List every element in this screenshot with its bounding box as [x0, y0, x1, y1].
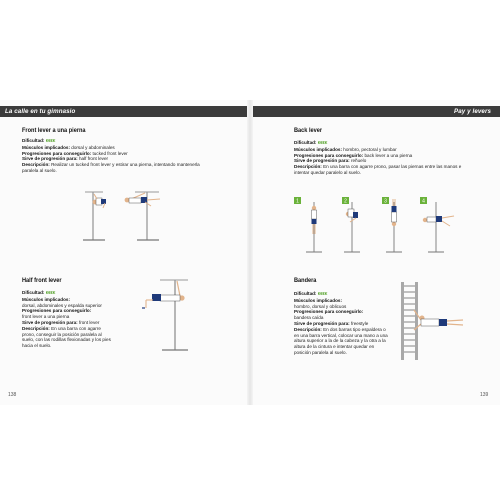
book-gutter [247, 100, 253, 405]
step-number-1: 1 [296, 198, 299, 205]
description-label: Descripción: [22, 325, 50, 331]
description-value: En una barra con agarre prono, pasar las piernas entre las manos e intentar quedar paralelo al suelo. [294, 164, 462, 175]
muscles-label: Músculos implicados: [22, 296, 70, 302]
progression-value: tucked front lever [92, 150, 128, 156]
back-lever-illustration [290, 196, 470, 254]
description-value: En una barra con agarre prono, conseguir la posición paralela al suelo, con las rodillas flexionadas y los pies hacia el suelo. [22, 325, 111, 349]
serve-label: Sirve de progresión para: [22, 319, 78, 325]
back-lever-title: Back lever [294, 127, 323, 134]
step-number-4: 4 [422, 198, 425, 205]
half-front-lever-details [22, 290, 122, 349]
header-left-text: La calle en tu gimnasio [5, 108, 76, 115]
progression-value: back lever a una pierna [364, 152, 413, 158]
difficulty-label: Dificultad: [22, 138, 45, 143]
serve-value: reñuelo [350, 158, 367, 164]
muscles-label: Músculos implicados: [22, 144, 70, 150]
page-number-right: 139 [480, 392, 489, 398]
muscles-value: hombro, dorsal y oblicuos [294, 303, 347, 309]
serve-label: Sirve de progresión para: [294, 320, 350, 326]
bandera-title: Bandera [294, 277, 317, 284]
flexed-arm-icon: ϵϵϵϵ [317, 140, 328, 146]
muscles-label: Músculos implicados: [294, 146, 342, 152]
description-value: En dos barras tipo espaldera o en una barra vertical, colocar una mano a una altura superior a la de la cabeza y la otra a la altura de la cintura e intentar quedar en posición paralela al suelo. [294, 326, 388, 355]
header-right-text: Pay y levers [454, 108, 491, 115]
serve-value: front lever [78, 319, 100, 325]
half-front-lever-title: Half front lever [22, 277, 62, 284]
progression-label: Progresiones para conseguirlo: [294, 152, 364, 158]
flexed-arm-icon: ϵϵϵϵ [45, 138, 56, 144]
front-lever-details [22, 138, 232, 174]
step-number-2: 2 [344, 198, 347, 205]
bandera-illustration [393, 278, 468, 363]
difficulty-label: Dificultad: [294, 140, 317, 145]
back-lever-details [294, 140, 484, 176]
difficulty-label: Dificultad: [22, 290, 45, 295]
muscles-value: dorsal, abdominales y espalda superior [22, 302, 102, 308]
description-value: Realizar un tucked front lever y estirar una pierna, intentando mantenerla paralela al suelo. [22, 162, 200, 173]
header-bar-left [0, 106, 247, 117]
progression-label: Progresiones para conseguirlo: [22, 308, 92, 314]
front-lever-title: Front lever a una pierna [22, 127, 86, 134]
half-front-lever-illustration [130, 276, 205, 356]
muscles-value: hombro, pectoral y lumbar [343, 146, 397, 152]
flexed-arm-icon: ϵϵϵϵ [317, 291, 328, 297]
progression-value: front lever a una pierna [22, 314, 70, 320]
serve-value: half front lever [78, 156, 109, 162]
progression-label: Progresiones para conseguirlo: [22, 150, 92, 156]
description-label: Descripción: [22, 162, 50, 168]
header-bar-right [253, 106, 500, 117]
progression-label: Progresiones para conseguirlo: [294, 309, 364, 315]
step-number-3: 3 [384, 198, 387, 205]
description-label: Descripción: [294, 326, 322, 332]
muscles-value: dorsal y abdominales [71, 144, 115, 150]
description-label: Descripción: [294, 164, 322, 170]
difficulty-label: Dificultad: [294, 291, 317, 296]
muscles-label: Músculos implicados: [294, 297, 342, 303]
serve-label: Sirve de progresión para: [22, 156, 78, 162]
flexed-arm-icon: ϵϵϵϵ [45, 290, 56, 296]
serve-label: Sirve de progresión para: [294, 158, 350, 164]
page-number-left: 138 [8, 392, 17, 398]
serve-value: freestyle [350, 320, 369, 326]
bandera-details [294, 291, 389, 356]
front-lever-illustration [75, 186, 185, 244]
progression-value: bandera caída [294, 315, 324, 321]
